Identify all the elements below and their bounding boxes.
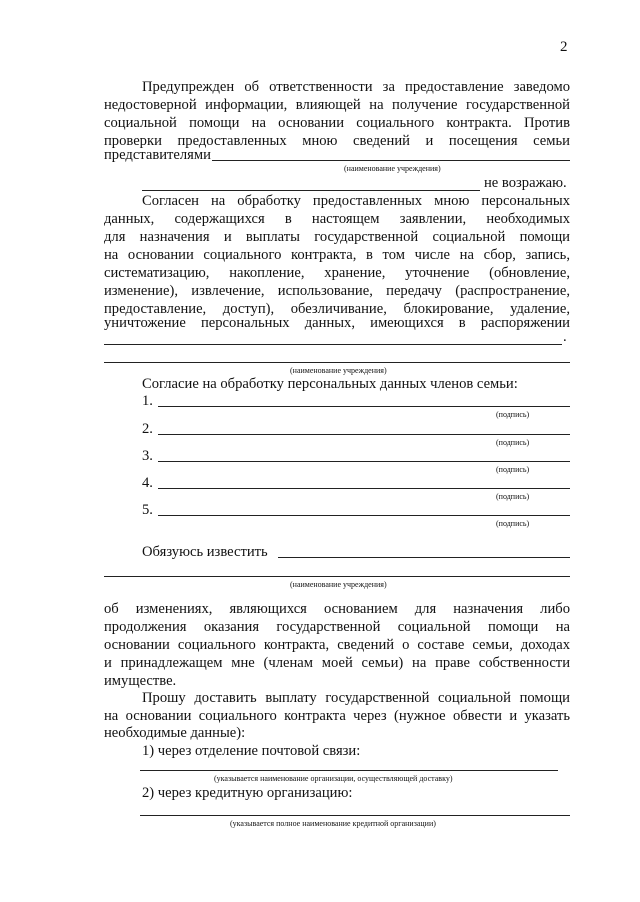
warning-line-2: недостоверной информации, влияющей на получение государственной	[104, 97, 570, 113]
delivery-line-1: Прошу доставить выплату государственной социальной помощи	[142, 690, 570, 706]
family-member-number: 1.	[142, 393, 153, 409]
signature-caption: (подпись)	[496, 492, 530, 501]
family-member-number: 2.	[142, 421, 153, 437]
notify-line-5: имуществе.	[104, 673, 177, 689]
signature-caption: (подпись)	[496, 465, 530, 474]
family-member-signature-field[interactable]	[158, 406, 570, 407]
consent-line-6: изменение), извлечение, использование, передачу (распространение,	[104, 283, 570, 299]
family-member-number: 5.	[142, 502, 153, 518]
representatives-label: представителями	[104, 147, 211, 163]
delivery-option-post[interactable]: 1) через отделение почтовой связи:	[142, 743, 361, 759]
notify-line-3: основании социального контракта, сведений о составе семьи, доходах	[104, 637, 570, 653]
notify-line-1: об изменениях, являющихся основанием для назначения либо	[104, 601, 570, 617]
family-member-signature-field[interactable]	[158, 488, 570, 489]
representatives-continuation-field[interactable]	[142, 190, 480, 191]
family-consent-title: Согласие на обработку персональных данных членов семьи:	[142, 376, 518, 392]
consent-line-5: систематизацию, накопление, хранение, уточнение (обновление,	[104, 265, 570, 281]
delivery-option-bank[interactable]: 2) через кредитную организацию:	[142, 785, 353, 801]
consent-line-1: Согласен на обработку предоставленных мною персональных	[142, 193, 570, 209]
notify-line-4: и принадлежащем мне (членам моей семьи) на праве собственности	[104, 655, 570, 671]
post-organization-field[interactable]	[140, 770, 558, 771]
representatives-institution-field[interactable]	[212, 160, 570, 161]
consent-institution-field-2[interactable]	[104, 362, 570, 363]
consent-line-7: предоставление, доступ), обезличивание, блокирование, удаление,	[104, 301, 570, 317]
family-member-number: 3.	[142, 448, 153, 464]
consent-end-dot: .	[563, 329, 567, 345]
notify-label: Обязуюсь известить	[142, 544, 268, 560]
notify-institution-caption: (наименование учреждения)	[290, 580, 387, 589]
post-organization-caption: (указывается наименование организации, осуществляющей доставку)	[214, 774, 453, 783]
consent-line-2: данных, содержащихся в настоящем заявлении, необходимых	[104, 211, 570, 227]
notify-institution-field-1[interactable]	[278, 557, 570, 558]
notify-line-2: продолжения оказания государственной социальной помощи на	[104, 619, 570, 635]
consent-line-4: на основании социального контракта, в том числе на сбор, запись,	[104, 247, 570, 263]
signature-caption: (подпись)	[496, 519, 530, 528]
warning-line-4: проверки предоставленных мною сведений и посещения семьи	[104, 133, 570, 149]
consent-line-8: уничтожение персональных данных, имеющихся в распоряжении	[104, 315, 570, 331]
family-member-signature-field[interactable]	[158, 461, 570, 462]
consent-institution-field-1[interactable]	[104, 344, 562, 345]
consent-line-3: для назначения и выплаты государственной социальной помощи	[104, 229, 570, 245]
notify-institution-field-2[interactable]	[104, 576, 570, 577]
signature-caption: (подпись)	[496, 410, 530, 419]
not-object-text: не возражаю.	[484, 175, 567, 191]
representatives-institution-caption: (наименование учреждения)	[344, 164, 441, 173]
delivery-line-3: необходимые данные):	[104, 725, 246, 741]
consent-institution-caption: (наименование учреждения)	[290, 366, 387, 375]
family-member-number: 4.	[142, 475, 153, 491]
warning-line-3: социальной помощи на основании социального контракта. Против	[104, 115, 570, 131]
page-number: 2	[560, 39, 568, 55]
family-member-signature-field[interactable]	[158, 515, 570, 516]
signature-caption: (подпись)	[496, 438, 530, 447]
warning-line-1: Предупрежден об ответственности за предоставление заведомо	[142, 79, 570, 95]
bank-organization-caption: (указывается полное наименование кредитной организации)	[230, 819, 436, 828]
delivery-line-2: на основании социального контракта через (нужное обвести и указать	[104, 708, 570, 724]
bank-organization-field[interactable]	[140, 815, 570, 816]
family-member-signature-field[interactable]	[158, 434, 570, 435]
